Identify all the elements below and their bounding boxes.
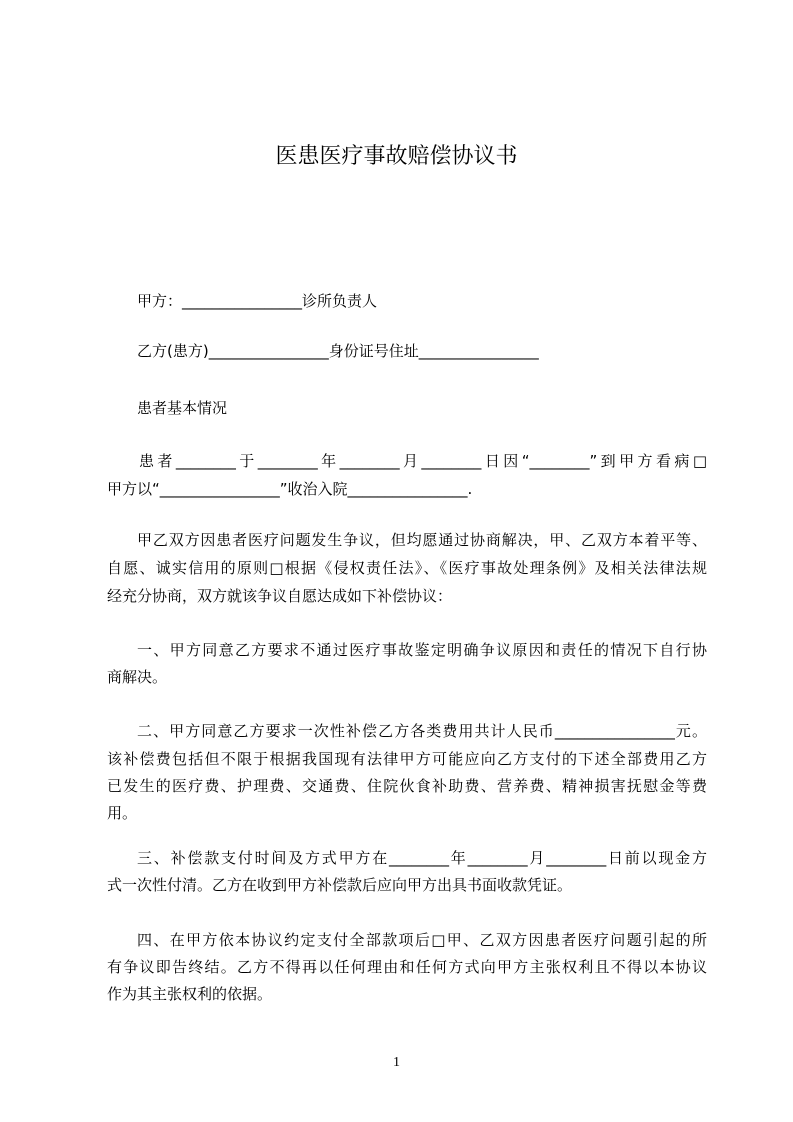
clause-4-line: 作为其主张权利的依据。 — [107, 985, 273, 1003]
clause-3-line: 三、补偿款支付时间及方式甲方在________年________月________日前以现金方 — [137, 849, 707, 867]
page-number: 1 — [393, 1055, 400, 1070]
clause-2-line: 用。 — [107, 804, 138, 822]
clause-3-line: 式一次性付清。乙方在收到甲方补偿款后应向甲方出具书面收款凭证。 — [107, 876, 573, 894]
clause-2-line: 该补偿费包括但不限于根据我国现有法律甲方可能应向乙方支付的下述全部费用乙方 — [107, 750, 707, 768]
clause-1-line: 一、甲方同意乙方要求不通过医疗事故鉴定明确争议原因和责任的情况下自行协 — [137, 641, 707, 659]
clause-2-line: 已发生的医疗费、护理费、交通费、住院伙食补助费、营养费、精神损害抚慰金等费 — [107, 777, 707, 795]
patient-info-line: 甲方以“________________”收治入院________________. — [107, 480, 473, 498]
clause-4-line: 有争议即告终结。乙方不得再以任何理由和任何方式向甲方主张权利且不得以本协议 — [107, 958, 707, 976]
preamble-line: 经充分协商，双方就该争议自愿达成如下补偿协议： — [107, 587, 453, 605]
clause-4-line: 四、在甲方依本协议约定支付全部款项后□甲、乙双方因患者医疗问题引起的所 — [137, 931, 707, 949]
party-a-line: 甲方：________________诊所负责人 — [137, 292, 378, 310]
patient-info-heading: 患者基本情况 — [137, 399, 228, 417]
preamble-line: 甲乙双方因患者医疗问题发生争议，但均愿通过协商解决，甲、乙双方本着平等、 — [137, 531, 707, 549]
patient-info-line: 患者________于________年________月________日因“________”到甲方看病□ — [139, 452, 707, 470]
party-b-line: 乙方(患方)________________身份证号住址________________ — [137, 342, 539, 360]
preamble-line: 自愿、诚实信用的原则□根据《侵权责任法》、《医疗事故处理条例》及相关法律法规 — [107, 559, 707, 577]
clause-1-line: 商解决。 — [107, 668, 168, 686]
document-title: 医患医疗事故赔偿协议书 — [275, 144, 518, 169]
clause-2-line: 二、甲方同意乙方要求一次性补偿乙方各类费用共计人民币________________元。 — [137, 722, 707, 740]
